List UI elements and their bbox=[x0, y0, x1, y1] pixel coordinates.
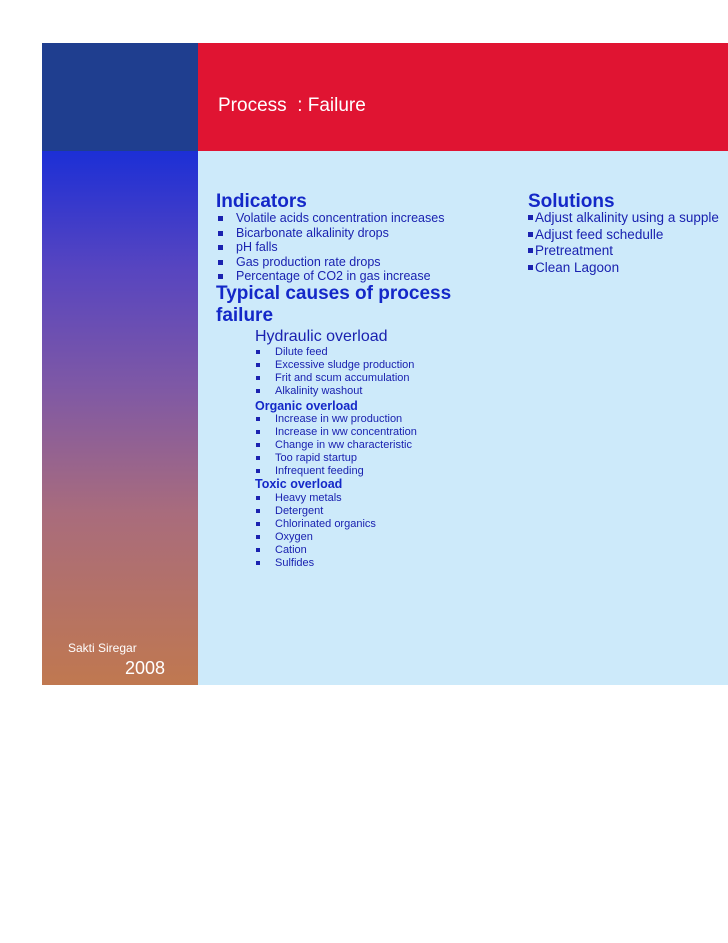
list-item: Clean Lagoon bbox=[528, 260, 719, 277]
list-item: Pretreatment bbox=[528, 243, 719, 260]
indicators-list bbox=[218, 211, 444, 284]
bullet-square-icon bbox=[256, 561, 260, 565]
toxic-list bbox=[256, 492, 376, 569]
bullet-square-icon bbox=[256, 456, 260, 460]
list-item: Chlorinated organics bbox=[256, 518, 376, 531]
organic-list bbox=[256, 413, 417, 478]
solutions-heading: Solutions bbox=[528, 191, 615, 212]
bullet-square-icon bbox=[528, 265, 533, 270]
list-item: Gas production rate drops bbox=[218, 255, 444, 270]
list-item: Adjust alkalinity using a supple bbox=[528, 210, 719, 227]
author-name: Sakti Siregar bbox=[68, 641, 137, 655]
list-item: Excessive sludge production bbox=[256, 359, 414, 372]
bullet-square-icon bbox=[528, 232, 533, 237]
year-label: 2008 bbox=[125, 658, 166, 678]
hydraulic-list bbox=[256, 346, 414, 398]
toxic-heading: Toxic overload bbox=[255, 477, 343, 491]
list-item: Too rapid startup bbox=[256, 452, 417, 465]
list-item: Frit and scum accumulation bbox=[256, 372, 414, 385]
bullet-square-icon bbox=[256, 389, 260, 393]
causes-heading: Typical causes of process failure bbox=[216, 283, 452, 326]
bullet-square-icon bbox=[218, 260, 223, 265]
list-item: Change in ww characteristic bbox=[256, 439, 417, 452]
list-item: Bicarbonate alkalinity drops bbox=[218, 226, 444, 241]
bullet-square-icon bbox=[256, 496, 260, 500]
slide-title: Process : Failure bbox=[218, 95, 366, 116]
list-item: Increase in ww concentration bbox=[256, 426, 417, 439]
bullet-square-icon bbox=[218, 231, 223, 236]
bullet-square-icon bbox=[256, 469, 260, 473]
bullet-square-icon bbox=[218, 245, 223, 250]
bullet-square-icon bbox=[256, 522, 260, 526]
list-item: Volatile acids concentration increases bbox=[218, 211, 444, 226]
slide bbox=[42, 43, 728, 685]
list-item: Increase in ww production bbox=[256, 413, 417, 426]
solutions-list bbox=[528, 210, 719, 276]
list-item: Alkalinity washout bbox=[256, 385, 414, 398]
organic-heading: Organic overload bbox=[255, 399, 358, 413]
list-item: Percentage of CO2 in gas increase bbox=[218, 269, 444, 284]
bullet-square-icon bbox=[256, 417, 260, 421]
bullet-square-icon bbox=[256, 430, 260, 434]
bullet-square-icon bbox=[256, 350, 260, 354]
list-item: Detergent bbox=[256, 505, 376, 518]
list-item: Oxygen bbox=[256, 531, 376, 544]
top-left-block bbox=[42, 43, 198, 151]
indicators-heading: Indicators bbox=[216, 191, 307, 212]
list-item: Cation bbox=[256, 544, 376, 557]
list-item: Adjust feed schedulle bbox=[528, 227, 719, 244]
bullet-square-icon bbox=[256, 363, 260, 367]
list-item: Dilute feed bbox=[256, 346, 414, 359]
list-item: Sulfides bbox=[256, 557, 376, 570]
bullet-square-icon bbox=[256, 509, 260, 513]
bullet-square-icon bbox=[528, 215, 533, 220]
list-item: pH falls bbox=[218, 240, 444, 255]
list-item: Infrequent feeding bbox=[256, 465, 417, 478]
bullet-square-icon bbox=[218, 216, 223, 221]
sidebar-gradient bbox=[42, 151, 198, 685]
bullet-square-icon bbox=[528, 248, 533, 253]
list-item: Heavy metals bbox=[256, 492, 376, 505]
bullet-square-icon bbox=[256, 535, 260, 539]
hydraulic-heading: Hydraulic overload bbox=[255, 328, 388, 345]
bullet-square-icon bbox=[256, 443, 260, 447]
bullet-square-icon bbox=[218, 274, 223, 279]
bullet-square-icon bbox=[256, 376, 260, 380]
bullet-square-icon bbox=[256, 548, 260, 552]
